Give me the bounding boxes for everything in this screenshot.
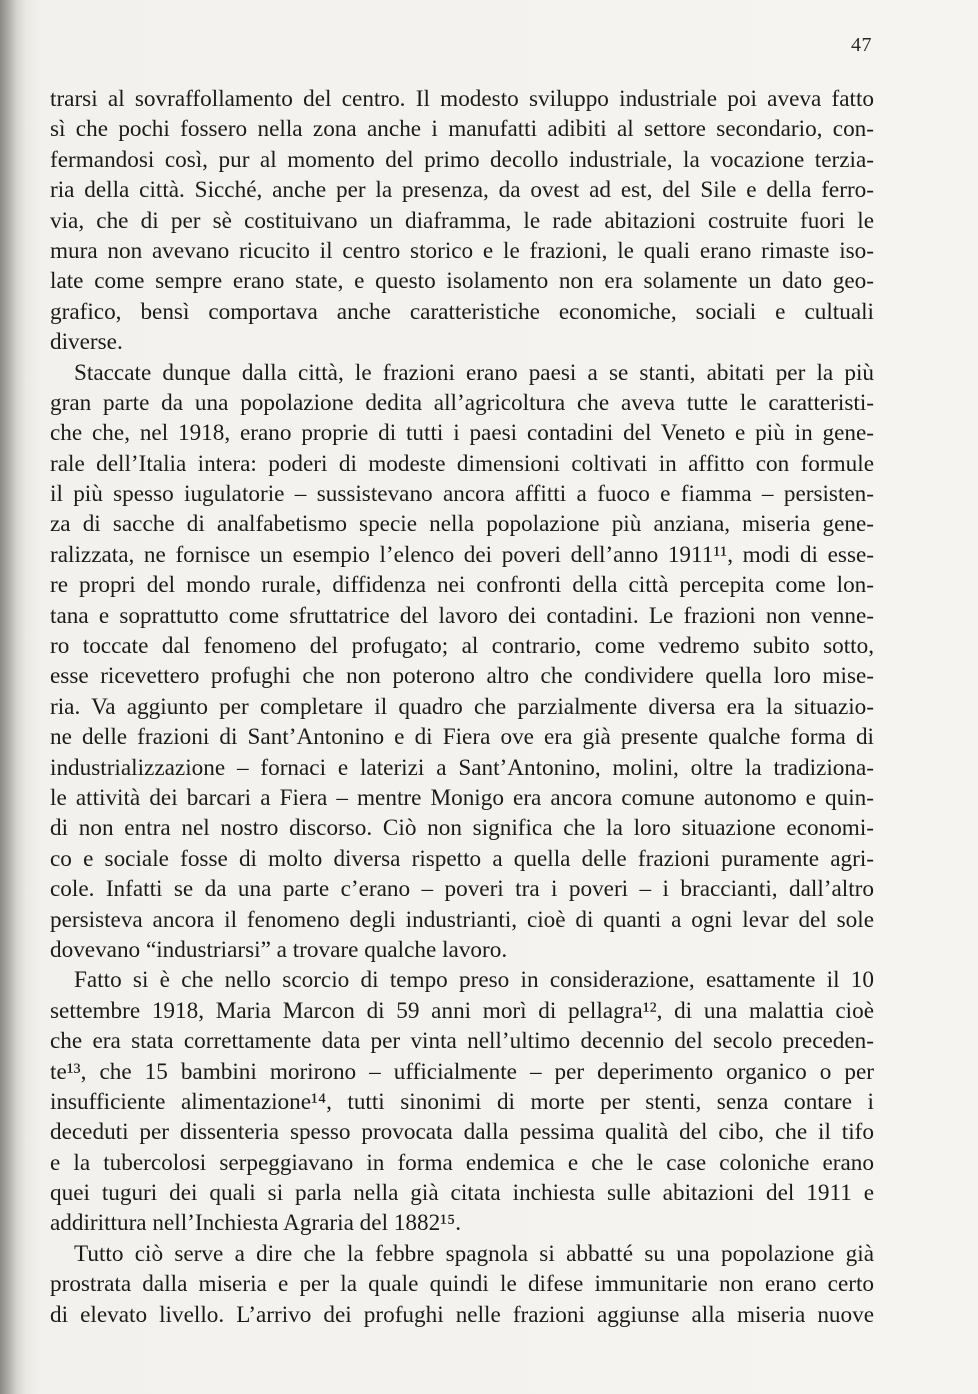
paragraph [50,84,874,358]
text-line: diverse. [50,329,123,356]
text-line: che era stata correttamente data per vinta nell’ultimo decennio del secolo preceden- [50,1028,874,1055]
text-line: dovevano “industriarsi” a trovare qualche lavoro. [50,936,508,963]
text-line: esse ricevettero profughi che non poterono altro che condividere quella loro mise- [50,663,874,690]
text-line: addirittura nell’Inchiesta Agraria del 1882¹⁵. [50,1210,462,1237]
text-line: Tutto ciò serve a dire che la febbre spagnola si abbatté su una popolazione già [74,1240,874,1267]
text-line: di non entra nel nostro discorso. Ciò non significa che la loro situazione economi- [50,815,874,842]
text-line: rale dell’Italia intera: poderi di modeste dimensioni coltivati in affitto con formule [50,450,874,477]
text-line: ro toccate dal fenomeno del profugato; al contrario, come vedremo subito sotto, [50,633,874,660]
text-line: Staccate dunque dalla città, le frazioni erano paesi a se stanti, abitati per la più [74,359,874,386]
text-line: e la tubercolosi serpeggiavano in forma endemica e che le case coloniche erano [50,1149,874,1176]
text-line: ria. Va aggiunto per completare il quadro che parzialmente diversa era la situazio- [50,693,874,720]
page-number: 47 [851,34,872,56]
text-line: sì che pochi fossero nella zona anche i manufatti adibiti al settore secondario, con- [50,116,874,143]
text-line: il più spesso iugulatorie – sussistevano ancora affitti a fuoco e fiamma – persisten- [50,481,874,508]
text-line: deceduti per dissenteria spesso provocata dalla pessima qualità del cibo, che il tifo [50,1119,874,1146]
binding-shadow [0,0,26,1394]
text-line: te¹³, che 15 bambini morirono – ufficialmente – per deperimento organico o per [50,1058,874,1085]
body-text [50,84,874,1330]
text-line: di elevato livello. L’arrivo dei profughi nelle frazioni aggiunse alla miseria nuove [50,1301,874,1328]
text-line: persisteva ancora il fenomeno degli industrianti, cioè di quanti a ogni levar del sole [50,906,874,933]
text-line: fermandosi così, pur al momento del primo decollo industriale, la vocazione terzia- [50,146,874,173]
text-line: grafico, bensì comportava anche caratteristiche economiche, sociali e cultuali [50,298,874,325]
paragraph [50,358,874,966]
text-line: che che, nel 1918, erano proprie di tutti i paesi contadini del Veneto e più in gene- [50,420,874,447]
text-line: tana e soprattutto come sfruttatrice del lavoro dei contadini. Le frazioni non venne- [50,602,874,629]
text-line: gran parte da una popolazione dedita all’agricoltura che aveva tutte le caratteristi- [50,389,874,416]
text-line: quei tuguri dei quali si parla nella già citata inchiesta sulle abitazioni del 1911 e [50,1180,874,1207]
text-line: ralizzata, ne fornisce un esempio l’elenco dei poveri dell’anno 1911¹¹, modi di esse- [50,541,874,568]
text-line: Fatto si è che nello scorcio di tempo preso in considerazione, esattamente il 10 [74,967,874,994]
text-line: za di sacche di analfabetismo specie nella popolazione più anziana, miseria gene- [50,511,874,538]
text-line: via, che di per sè costituivano un diaframma, le rade abitazioni costruite fuori le [50,207,874,234]
text-line: industrializzazione – fornaci e laterizi a Sant’Antonino, molini, oltre la tradiziona- [50,754,874,781]
text-line: ria della città. Sicché, anche per la presenza, da ovest ad est, del Sile e della ferro- [50,177,874,204]
text-line: re propri del mondo rurale, diffidenza nei confronti della città percepita come lon- [50,572,874,599]
text-line: settembre 1918, Maria Marcon di 59 anni morì di pellagra¹², di una malattia cioè [50,997,874,1024]
text-line: cole. Infatti se da una parte c’erano – poveri tra i poveri – i braccianti, dall’altro [50,876,874,903]
text-line: mura non avevano ricucito il centro storico e le frazioni, le quali erano rimaste iso- [50,237,874,264]
text-line: late come sempre erano state, e questo isolamento non era solamente un dato geo- [50,268,874,295]
text-line: ne delle frazioni di Sant’Antonino e di Fiera ove era già presente qualche forma di [50,724,874,751]
text-line: prostrata dalla miseria e per la quale quindi le difese immunitarie non erano certo [50,1271,874,1298]
text-line: insufficiente alimentazione¹⁴, tutti sinonimi di morte per stenti, senza contare i [50,1088,874,1115]
paragraph [50,965,874,1239]
text-line: le attività dei barcari a Fiera – mentre Monigo era ancora comune autonomo e quin- [50,784,874,811]
text-line: trarsi al sovraffollamento del centro. Il modesto sviluppo industriale poi aveva fatto [50,86,874,112]
paragraph [50,1239,874,1330]
text-line: co e sociale fosse di molto diversa rispetto a quella delle frazioni puramente agri- [50,845,874,872]
